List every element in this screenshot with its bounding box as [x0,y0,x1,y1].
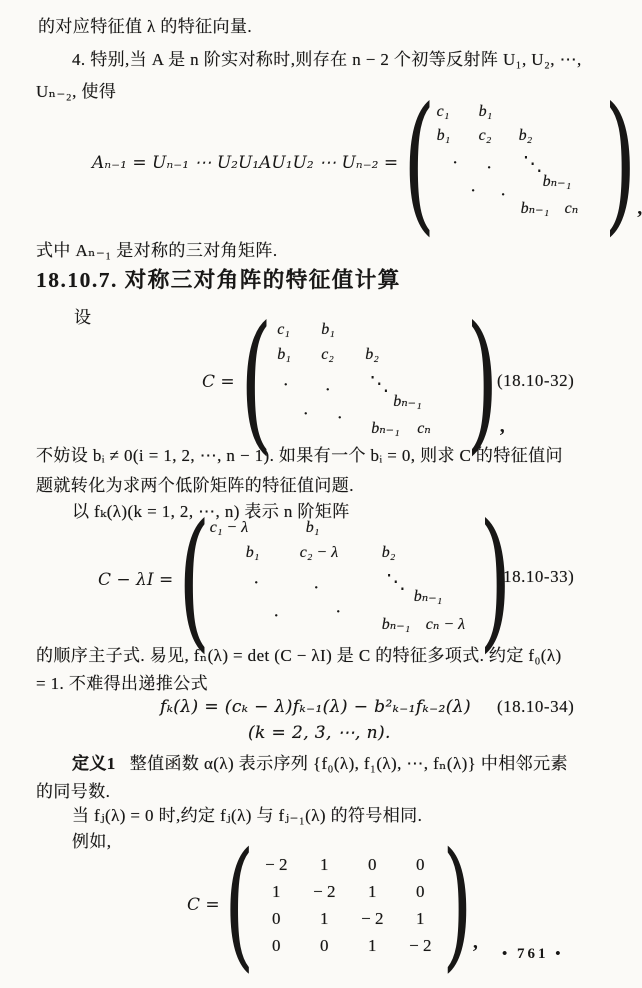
matrix-cell: bₙ₋₁ [520,200,550,217]
para-b-line-1: 不妨设 bᵢ ≠ 0(i = 1, 2, ⋯, n − 1). 如果有一个 bᵢ = 0, 则求 C 的特征值问 [36,446,563,465]
matrix-cell: b₁ [321,321,335,338]
right-paren: ) [603,75,637,250]
matrix-cell: b₁ [245,544,260,561]
tridiagonal-matrix-A [435,103,605,223]
matrix-cell: 1 [368,881,377,901]
matrix-cell: bₙ₋₁ [381,616,411,633]
equation-ClI-lhs: C − λI = [98,570,174,590]
matrix-cell: c₂ − λ [299,544,339,561]
ellipsis-dot: · [337,410,343,426]
matrix-cell: 1 [416,908,425,928]
definition-text: 整值函数 α(λ) 表示序列 {f₀(λ), f₁(λ), ⋯, fₙ(λ)} 中相邻元素 [129,754,568,773]
matrix-cell: b₁ [478,103,493,120]
matrix-cell: 0 [272,935,281,955]
matrix-cell: bₙ₋₁ [371,420,400,437]
ellipsis-dot: · [283,377,289,393]
equation-C-lhs: C = [202,372,235,392]
left-paren: ( [178,492,211,667]
matrix-cell: 0 [320,935,329,955]
matrix-cell: − 2 [265,854,288,874]
diagonal-dots: ⋱ [369,373,392,395]
intro-line-1: 的对应特征值 λ 的特征向量. [38,17,252,36]
matrix-cell: 1 [272,881,281,901]
equation-comma: , [637,197,642,219]
matrix-cell: cₙ [417,420,431,437]
para-b-line-3: 以 fₖ(λ)(k = 1, 2, ⋯, n) 表示 n 阶矩阵 [72,502,350,521]
ellipsis-dot: · [325,382,331,398]
right-paren: ) [478,492,512,667]
ellipsis-dot: · [253,575,259,591]
example-matrix-equation [187,823,478,987]
matrix-cell: c₂ [478,127,492,144]
left-paren: ( [403,75,436,250]
matrix-cell: 0 [368,854,377,874]
matrix-cell: cₙ [564,200,579,217]
definition-line-3: 当 fⱼ(λ) = 0 时,约定 fⱼ(λ) 与 fⱼ₋₁(λ) 的符号相同. [72,806,423,825]
matrix-cell: 0 [416,881,425,901]
matrix-cell: 0 [416,854,425,874]
equation-comma: , [472,931,478,953]
example-matrix [252,851,444,959]
equation-label-33: (18.10-33) [497,567,575,586]
matrix-cell: b₂ [381,544,396,561]
matrix-cell: − 2 [313,881,336,901]
diagonal-dots: ⋱ [385,571,408,593]
matrix-cell: 1 [320,854,329,874]
ellipsis-dot: · [335,604,341,620]
matrix-C [271,321,467,443]
equation-transform [92,75,642,250]
ellipsis-dot: · [500,187,506,203]
matrix-cell: − 2 [361,908,384,928]
matrix-cell: bₙ₋₁ [413,588,443,605]
definition-line-4: 例如, [72,832,112,851]
intro-line-3: Uₙ₋₂, 使得 [36,82,117,101]
ellipsis-dot: · [486,160,492,176]
equation-label-32: (18.10-32) [497,371,575,390]
definition-line-2: 的同号数. [36,782,111,801]
recurrence-condition: (k = 2, 3, ⋯, n). [248,723,391,743]
matrix-cell: b₁ [305,519,320,536]
intro-line-2: 4. 特别,当 A 是 n 阶实对称时,则存在 n − 2 个初等反射阵 U₁, U₂, ⋯, [72,50,582,69]
section-heading: 18.10.7. 对称三对角阵的特征值计算 [36,268,401,292]
equation-label-34: (18.10-34) [497,697,575,716]
ellipsis-dot: · [273,608,279,624]
matrix-cell: b₁ [436,127,451,144]
left-paren: ( [239,294,273,469]
matrix-cell: 1 [320,908,329,928]
para-f-line-1: 的顺序主子式. 易见, fₙ(λ) = det (C − λI) 是 C 的特征多项式. 约定 f₀(λ) [36,646,562,665]
example-matrix-lhs: C = [187,895,220,915]
matrix-cell: 0 [272,908,281,928]
matrix-cell: bₙ₋₁ [542,173,572,190]
ellipsis-dot: · [313,580,319,596]
matrix-cell: c₁ − λ [209,519,249,536]
matrix-cell: c₁ [436,103,450,120]
ellipsis-dot: · [303,406,309,422]
matrix-cell: c₂ [321,346,334,363]
ellipsis-dot: · [452,155,458,171]
right-paren: ) [442,823,473,987]
after-transform-note: 式中 Aₙ₋₁ 是对称的三对角矩阵. [36,241,278,260]
definition-label: 定义1 [72,754,116,773]
matrix-cell: 1 [368,935,377,955]
definition-line-1 [72,749,568,774]
equation-transform-lhs: Aₙ₋₁ = Uₙ₋₁ ⋯ U₂U₁AU₁U₂ ⋯ Uₙ₋₂ = [92,153,399,173]
left-paren: ( [223,823,254,987]
diagonal-dots: ⋱ [522,153,545,175]
matrix-C-minus-lambda [210,519,480,641]
matrix-cell: b₂ [365,346,379,363]
matrix-cell: bₙ₋₁ [393,393,422,410]
para-b-line-2: 题就转化为求两个低阶矩阵的特征值问题. [36,476,354,495]
matrix-cell: cₙ − λ [425,616,466,633]
section-lead: 设 [74,308,92,327]
matrix-cell: b₂ [518,127,533,144]
matrix-cell: − 2 [409,935,432,955]
matrix-cell: b₁ [277,346,291,363]
recurrence-formula: fₖ(λ) = (cₖ − λ)fₖ₋₁(λ) − b²ₖ₋₁fₖ₋₂(λ) [160,697,471,717]
page-number: • 761 • [502,946,564,962]
ellipsis-dot: · [470,183,476,199]
equation-comma: , [499,415,505,437]
right-paren: ) [466,294,499,469]
matrix-cell: c₁ [277,321,290,338]
para-f-line-2: = 1. 不难得出递推公式 [36,674,209,693]
